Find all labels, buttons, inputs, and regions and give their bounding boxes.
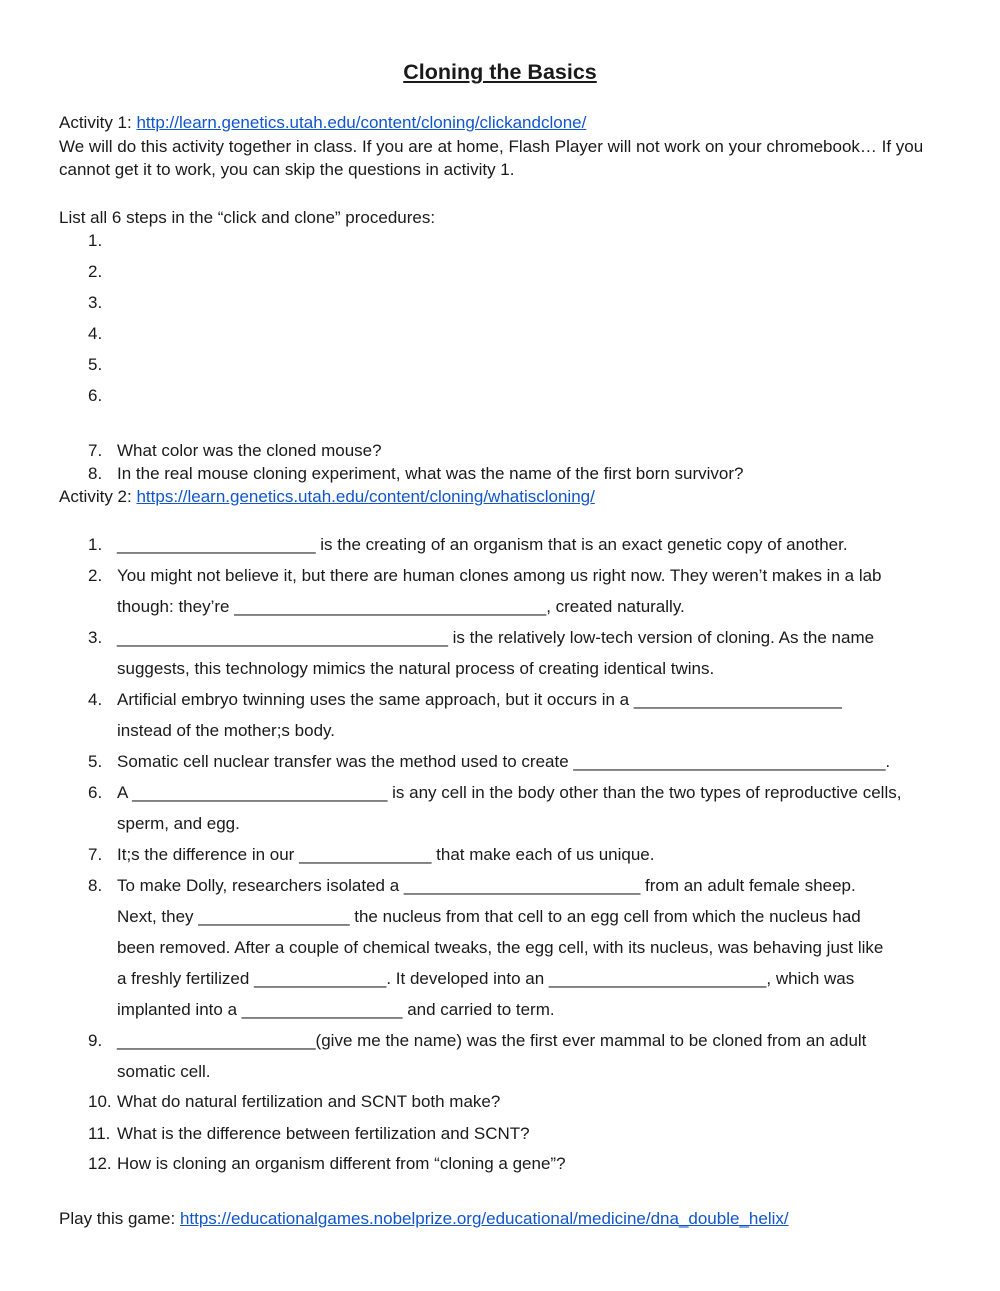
- item-number: 3.: [88, 628, 103, 647]
- item-number: 9.: [88, 1031, 103, 1050]
- question-text: What color was the cloned mouse?: [117, 441, 382, 460]
- game-label: Play this game:: [59, 1209, 180, 1228]
- item-number: 11.: [88, 1124, 111, 1143]
- item-number: 7.: [88, 845, 103, 864]
- item-line: Artificial embryo twinning uses the same approach, but it occurs in a ______________________: [117, 690, 842, 709]
- item-line: _____________________ is the creating of an organism that is an exact genetic copy of another.: [117, 535, 848, 554]
- activity-1-heading: [59, 111, 586, 134]
- item-line: Somatic cell nuclear transfer was the method used to create _________________________________.: [117, 752, 891, 771]
- step-number: 2.: [88, 262, 103, 281]
- steps-prompt: List all 6 steps in the “click and clone” procedures:: [59, 208, 436, 227]
- item-number: 4.: [88, 690, 103, 709]
- item-line: suggests, this technology mimics the natural process of creating identical twins.: [117, 659, 715, 678]
- item-number: 1.: [88, 535, 103, 554]
- item-number: 2.: [88, 566, 103, 585]
- item-line: A ___________________________ is any cell in the body other than the two types of reproductive cells,: [117, 783, 902, 802]
- question-number: 7.: [88, 441, 103, 460]
- item-line: sperm, and egg.: [117, 814, 240, 833]
- item-line: instead of the mother;s body.: [117, 721, 335, 740]
- question-text: In the real mouse cloning experiment, what was the name of the first born survivor?: [117, 464, 744, 483]
- activity-1-link[interactable]: http://learn.genetics.utah.edu/content/cloning/clickandclone/: [136, 113, 587, 132]
- item-line: ___________________________________ is the relatively low-tech version of cloning. As the name: [117, 628, 875, 647]
- item-line: It;s the difference in our ______________ that make each of us unique.: [117, 845, 655, 864]
- activity-2-heading: [59, 485, 595, 508]
- game-line: [59, 1207, 789, 1230]
- item-line: What do natural fertilization and SCNT both make?: [117, 1092, 501, 1111]
- item-line: Next, they ________________ the nucleus from that cell to an egg cell from which the nucleus had: [117, 907, 861, 926]
- game-link[interactable]: https://educationalgames.nobelprize.org/educational/medicine/dna_double_helix/: [179, 1209, 789, 1228]
- item-line: To make Dolly, researchers isolated a _________________________ from an adult female sheep.: [117, 876, 856, 895]
- item-line: somatic cell.: [117, 1062, 211, 1081]
- item-number: 6.: [88, 783, 103, 802]
- item-line: _____________________(give me the name) was the first ever mammal to be cloned from an adult: [117, 1031, 867, 1050]
- step-number: 1.: [88, 231, 103, 250]
- item-line: been removed. After a couple of chemical tweaks, the egg cell, with its nucleus, was behaving just like: [117, 938, 884, 957]
- page-title: Cloning the Basics: [403, 60, 597, 84]
- item-number: 12.: [88, 1154, 112, 1173]
- item-line: You might not believe it, but there are human clones among us right now. They weren’t makes in a lab: [117, 566, 882, 585]
- item-number: 10.: [88, 1092, 112, 1111]
- activity-2-label: Activity 2:: [59, 487, 137, 506]
- item-line: implanted into a _________________ and carried to term.: [117, 1000, 555, 1019]
- activity-1-note: We will do this activity together in class. If you are at home, Flash Player will not work on your chromebook… If you cannot get it to work, you can skip the questions in activity 1.: [59, 137, 924, 179]
- step-number: 6.: [88, 386, 103, 405]
- item-number: 8.: [88, 876, 103, 895]
- item-line: though: they’re _________________________________, created naturally.: [117, 597, 685, 616]
- activity-1-label: Activity 1:: [59, 113, 137, 132]
- item-line: a freshly fertilized ______________. It developed into an _______________________, which was: [117, 969, 855, 988]
- activity-2-link[interactable]: https://learn.genetics.utah.edu/content/cloning/whatiscloning/: [136, 487, 595, 506]
- item-line: What is the difference between fertilization and SCNT?: [117, 1124, 530, 1143]
- item-line: How is cloning an organism different from “cloning a gene”?: [117, 1154, 566, 1173]
- step-number: 4.: [88, 324, 103, 343]
- item-number: 5.: [88, 752, 103, 771]
- step-number: 5.: [88, 355, 103, 374]
- question-number: 8.: [88, 464, 103, 483]
- step-number: 3.: [88, 293, 103, 312]
